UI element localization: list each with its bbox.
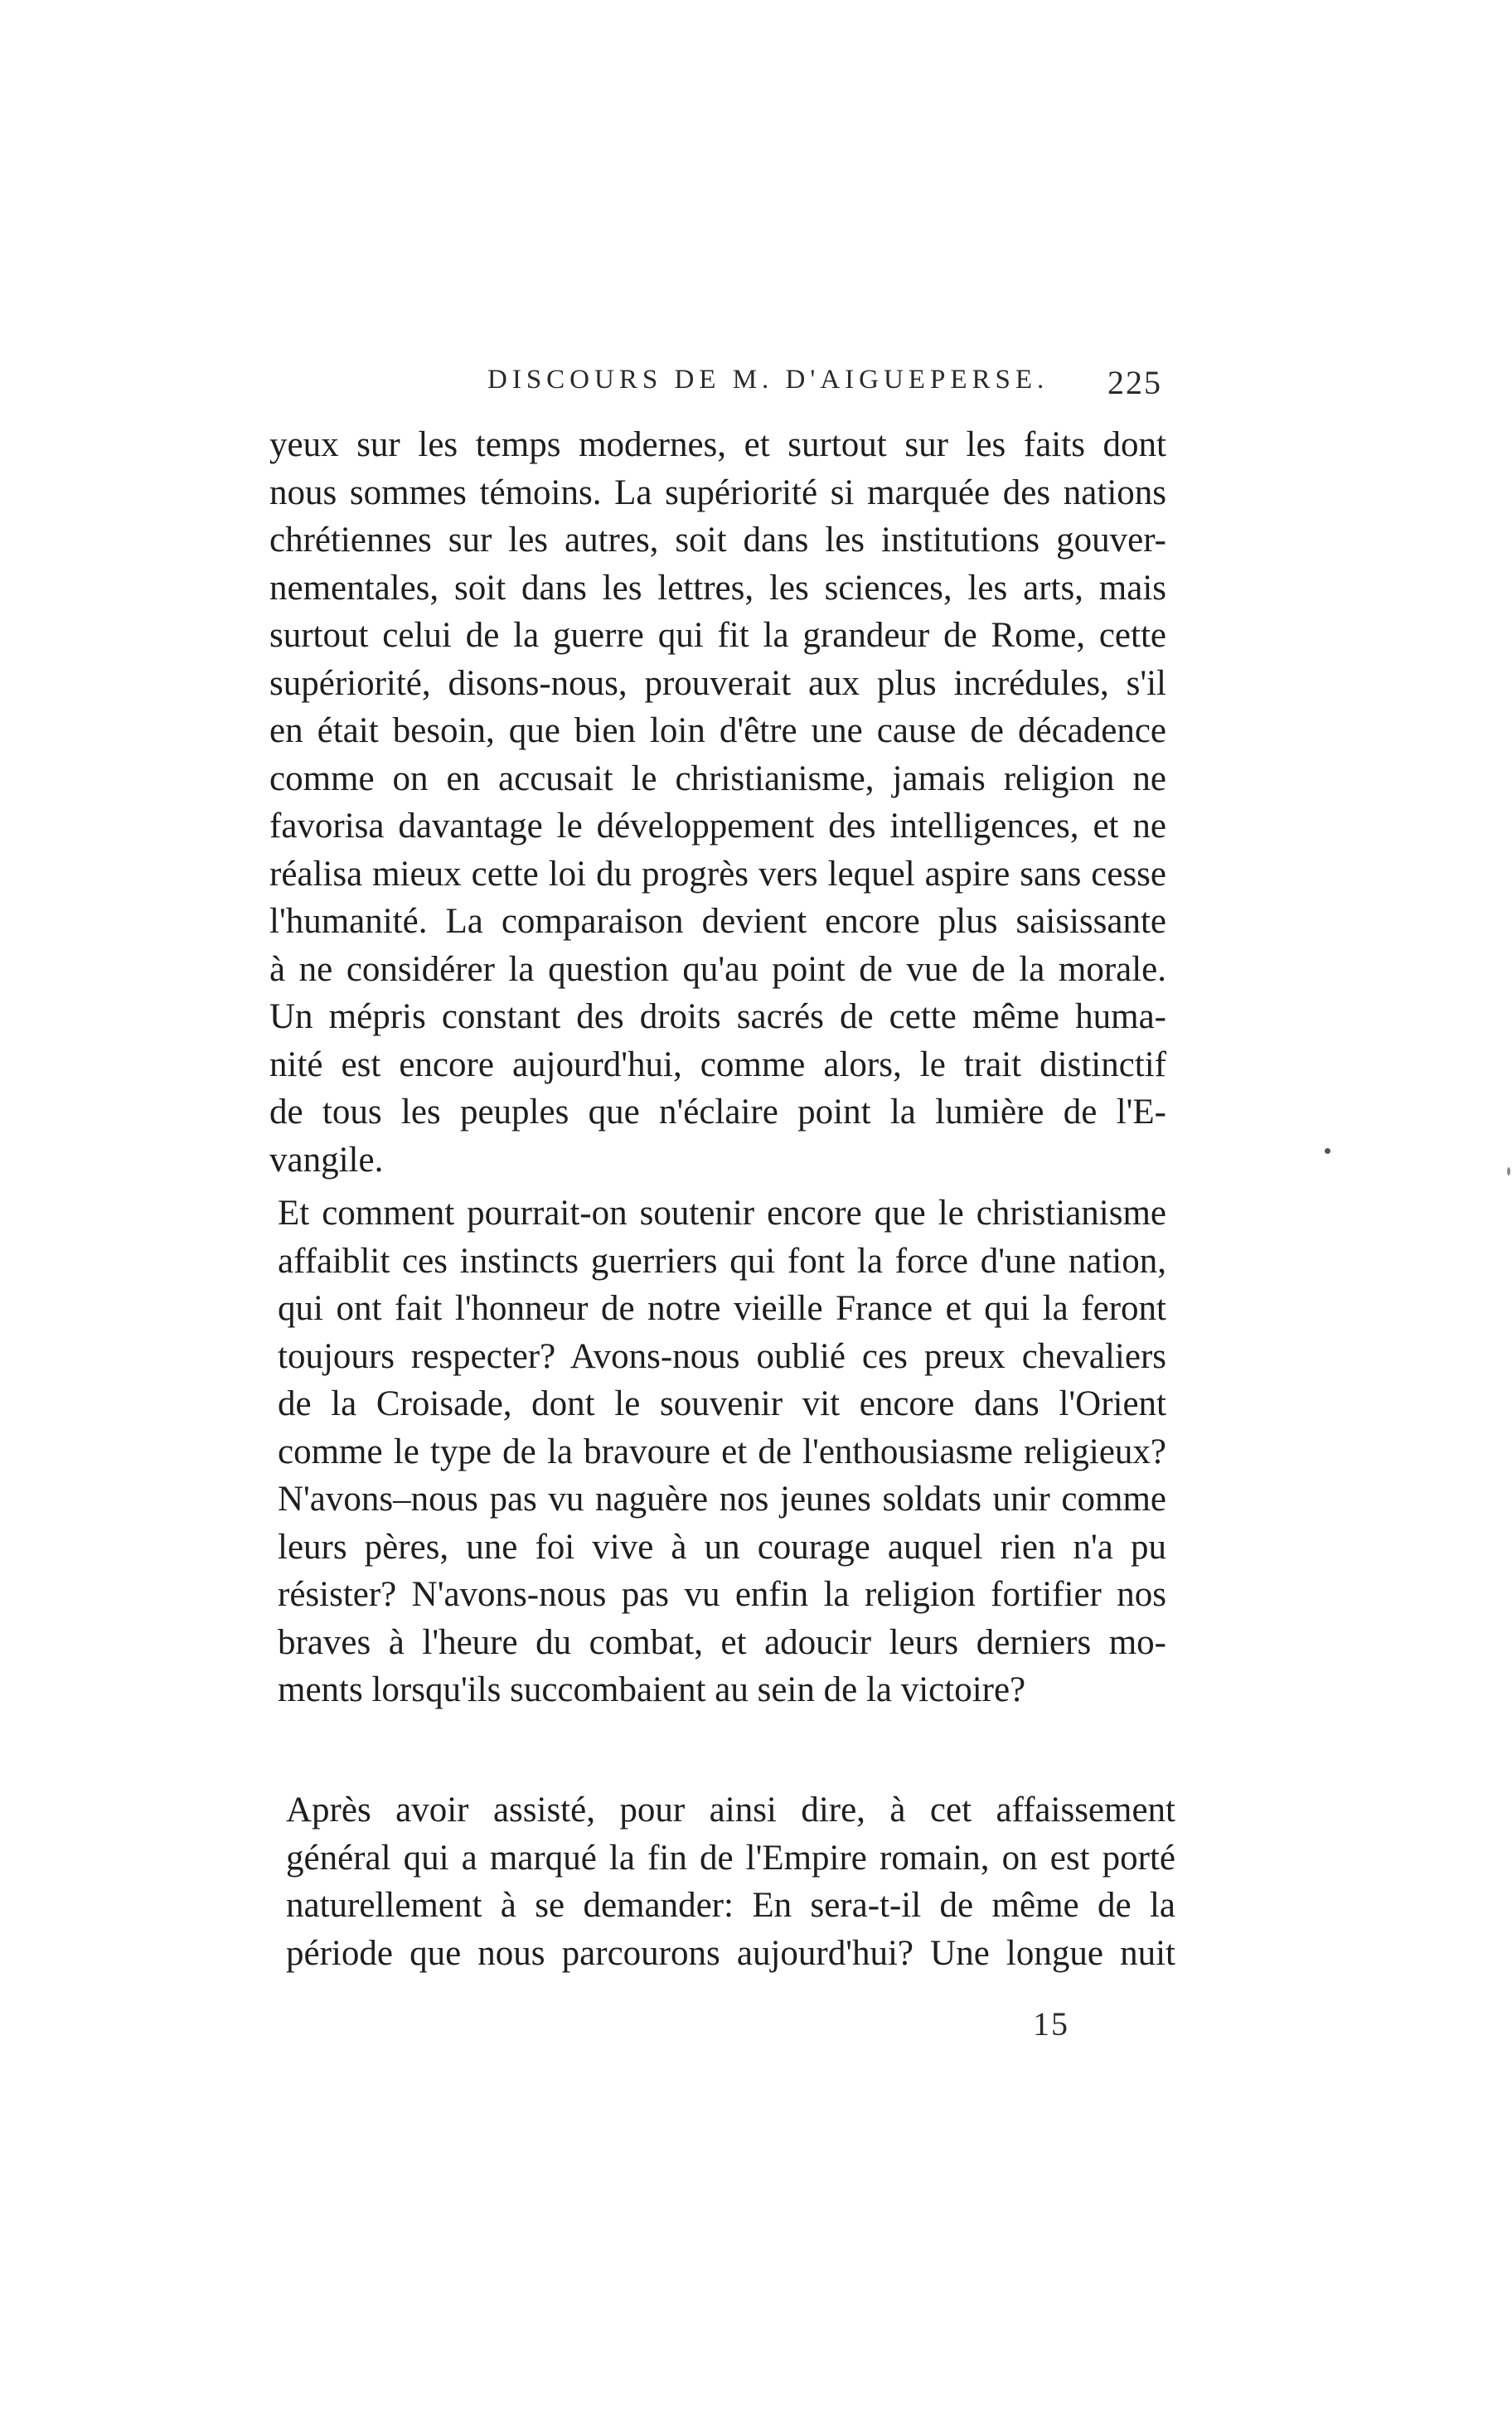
text-line: braves à l'heure du combat, et adoucir leurs derniers mo-: [278, 1622, 1166, 1662]
text-line: nité est encore aujourd'hui, comme alors, le trait distinctif: [269, 1044, 1166, 1084]
ink-speck: [1507, 1167, 1510, 1175]
text-line: vangile.: [269, 1140, 384, 1180]
signature-mark: 15: [1033, 2005, 1069, 2043]
text-line: affaiblit ces instincts guerriers qui font la force d'une nation,: [278, 1241, 1166, 1281]
text-line: supériorité, disons-nous, prouverait aux plus incrédules, s'il: [269, 663, 1166, 703]
text-line: Un mépris constant des droits sacrés de cette même huma-: [269, 997, 1166, 1036]
page-number: 225: [1107, 364, 1162, 401]
text-line: N'avons–nous pas vu naguère nos jeunes soldats unir comme: [278, 1480, 1166, 1519]
text-line: l'humanité. La comparaison devient encore plus saisissante: [269, 902, 1166, 941]
ink-speck: [1325, 1148, 1330, 1154]
text-line: comme on en accusait le christianisme, jamais religion ne: [269, 758, 1166, 798]
text-line: nementales, soit dans les lettres, les sciences, les arts, mais: [269, 568, 1166, 608]
text-line: Et comment pourrait-on soutenir encore que le christianisme: [278, 1194, 1166, 1233]
text-line: leurs pères, une foi vive à un courage auquel rien n'a pu: [278, 1527, 1166, 1567]
paragraph-3: [286, 1786, 1175, 1977]
text-line: surtout celui de la guerre qui fit la grandeur de Rome, cette: [269, 616, 1166, 655]
text-line: de la Croisade, dont le souvenir vit encore dans l'Orient: [278, 1384, 1166, 1423]
text-line: à ne considérer la question qu'au point de vue de la morale.: [269, 949, 1166, 989]
text-line: comme le type de la bravoure et de l'enthousiasme religieux?: [278, 1432, 1166, 1471]
text-line: toujours respecter? Avons-nous oublié ces preux chevaliers: [278, 1336, 1166, 1376]
text-line: résister? N'avons-nous pas vu enfin la religion fortifier nos: [278, 1575, 1166, 1614]
text-line: chrétiennes sur les autres, soit dans les institutions gouver-: [269, 521, 1166, 560]
paragraph-1: [269, 421, 1166, 1184]
text-line: yeux sur les temps modernes, et surtout sur les faits dont: [269, 425, 1166, 464]
text-line: général qui a marqué la fin de l'Empire romain, on est porté: [286, 1838, 1175, 1878]
text-line: naturellement à se demander: En sera-t-il de même de la: [286, 1886, 1175, 1925]
text-line: qui ont fait l'honneur de notre vieille France et qui la feront: [278, 1289, 1166, 1328]
text-line: en était besoin, que bien loin d'être une cause de décadence: [269, 711, 1166, 750]
paragraph-2: [278, 1190, 1166, 1714]
text-line: favorisa davantage le développement des intelligences, et ne: [269, 807, 1166, 846]
text-line: nous sommes témoins. La supériorité si marquée des nations: [269, 473, 1166, 512]
text-line: ments lorsqu'ils succombaient au sein de la victoire?: [278, 1670, 1026, 1709]
text-line: Après avoir assisté, pour ainsi dire, à cet affaissement: [286, 1791, 1175, 1829]
text-line: de tous les peuples que n'éclaire point la lumière de l'E-: [269, 1093, 1166, 1132]
text-line: période que nous parcourons aujourd'hui? Une longue nuit: [286, 1933, 1175, 1973]
text-line: réalisa mieux cette loi du progrès vers lequel aspire sans cesse: [269, 854, 1166, 894]
running-head: DISCOURS DE M. D'AIGUEPERSE.: [487, 365, 1049, 395]
